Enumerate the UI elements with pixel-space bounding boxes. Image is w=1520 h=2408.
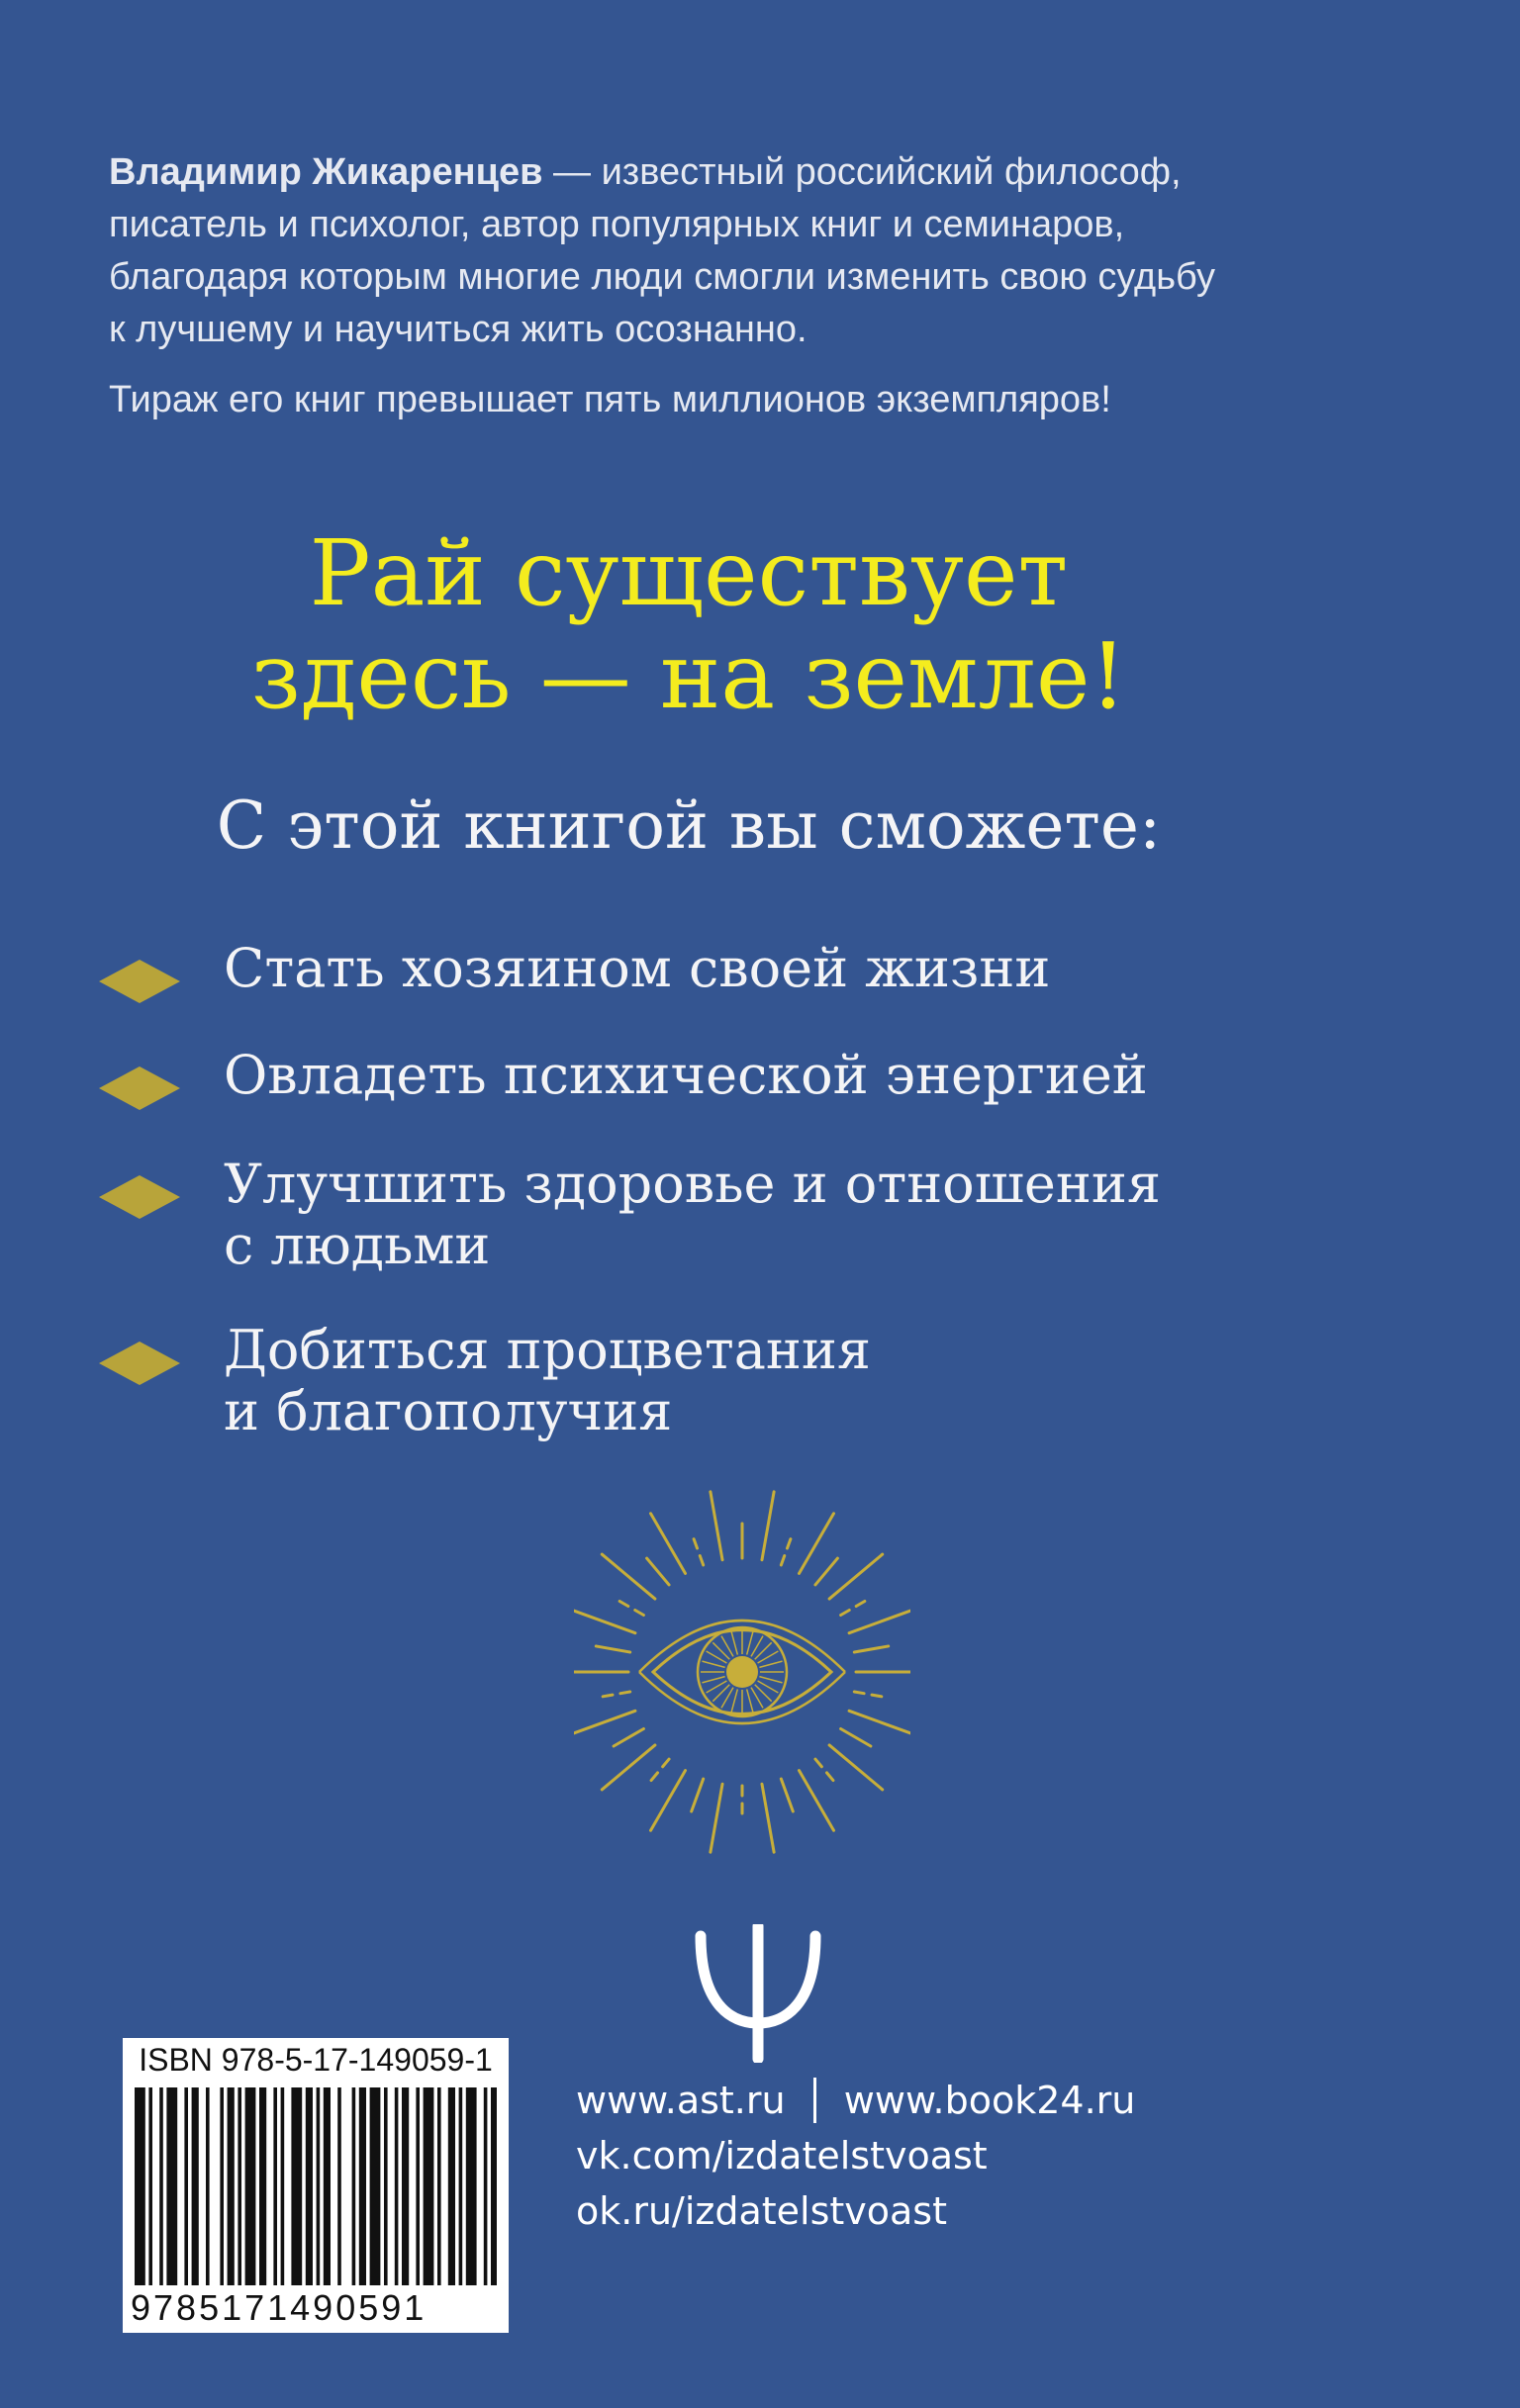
iris-ray <box>759 1677 782 1683</box>
benefit-line: Стать хозяином своей жизни <box>224 937 1051 999</box>
diamond-bullet-icon <box>99 960 180 1003</box>
barcode-bar <box>291 2087 302 2285</box>
eye-ray <box>647 1759 669 1786</box>
barcode-bar <box>337 2087 341 2285</box>
author-blurb-line3: благодаря которым многие люди смогли изменить свою судьбу <box>109 256 1215 298</box>
eye-ray <box>651 1514 686 1574</box>
barcode-bar <box>416 2087 420 2285</box>
barcode-bar <box>352 2087 356 2285</box>
psi-logo-icon <box>691 1924 825 2063</box>
barcode-bar <box>192 2087 199 2285</box>
barcode-bar <box>402 2087 409 2285</box>
benefit-line: Овладеть психической энергией <box>224 1044 1148 1106</box>
barcode-bar <box>166 2087 177 2285</box>
eye-ray <box>574 1711 635 1734</box>
eye-ray <box>854 1692 888 1698</box>
eye-ray <box>829 1554 883 1599</box>
radiant-eye-icon <box>574 1484 910 1860</box>
eye-ray <box>762 1492 774 1560</box>
iris-ray <box>747 1631 753 1654</box>
barcode-bar <box>370 2087 381 2285</box>
barcode-bar <box>324 2087 331 2285</box>
eye-ray <box>800 1514 834 1574</box>
diamond-bullet-icon <box>99 1175 180 1219</box>
eye-ray <box>849 1711 910 1734</box>
link-separator <box>813 2078 816 2123</box>
barcode-bar <box>424 2087 434 2285</box>
author-blurb-line4: к лучшему и научиться жить осознанно. <box>109 309 808 350</box>
benefit-line: Добиться процветания <box>224 1319 871 1381</box>
barcode-bar <box>484 2087 488 2285</box>
eye-ray <box>854 1646 888 1652</box>
eye-ray <box>841 1598 871 1616</box>
eye-ray <box>815 1759 837 1786</box>
iris-ray <box>702 1677 724 1683</box>
barcode-bar <box>273 2087 277 2285</box>
eye-ray <box>602 1554 655 1599</box>
barcode-bar <box>228 2087 235 2285</box>
isbn-label: ISBN 978-5-17-149059-1 <box>139 2042 493 2078</box>
slogan-line2: здесь — на земле! <box>250 623 1127 729</box>
eye-ray <box>596 1646 629 1652</box>
benefit-text <box>224 1320 1372 1442</box>
iris-ray <box>702 1661 724 1667</box>
benefit-text <box>224 938 1372 999</box>
barcode-bar <box>459 2087 463 2285</box>
barcode-bar <box>466 2087 477 2285</box>
barcode-bar <box>395 2087 399 2285</box>
diamond-bullet-icon <box>99 1066 180 1110</box>
barcode-bar <box>159 2087 163 2285</box>
links-row <box>576 2073 1135 2128</box>
barcode-bar <box>281 2087 285 2285</box>
barcode-bar <box>148 2087 152 2285</box>
eye-ray <box>602 1745 655 1790</box>
barcode-bar <box>448 2087 455 2285</box>
barcode-bar <box>259 2087 266 2285</box>
circulation-note: Тираж его книг превышает пять миллионов экземпляров! <box>109 379 1111 420</box>
eye-ray <box>781 1532 793 1565</box>
author-blurb-line1 <box>109 146 1395 199</box>
barcode-bar <box>184 2087 188 2285</box>
iris-ray <box>759 1661 782 1667</box>
eye-ray <box>692 1779 704 1811</box>
diamond-bullet-icon <box>99 1342 180 1385</box>
eye-ray <box>614 1598 643 1616</box>
eye-ray <box>692 1532 704 1565</box>
barcode-bar <box>317 2087 321 2285</box>
eye-ray <box>849 1610 910 1633</box>
eye-ray <box>841 1729 871 1747</box>
benefit-text <box>224 1045 1372 1106</box>
slogan-line1: Рай существует <box>309 520 1069 626</box>
benefit-line: Улучшить здоровье и отношения <box>224 1153 1161 1215</box>
eye-ray <box>781 1779 793 1811</box>
author-blurb-line2: писатель и психолог, автор популярных книг и семинаров, <box>109 204 1125 245</box>
author-blurb-line1-rest: — известный российский философ, <box>542 151 1182 193</box>
barcode-bar <box>245 2087 256 2285</box>
eye-ray <box>711 1492 722 1560</box>
vk-link[interactable]: vk.com/izdatelstvoast <box>576 2134 988 2177</box>
barcode-bar <box>135 2087 145 2285</box>
iris-ray <box>747 1689 753 1712</box>
eye-ray <box>815 1558 837 1585</box>
benefit-text <box>224 1154 1372 1276</box>
eye-ray <box>829 1745 883 1790</box>
eye-ray <box>647 1558 669 1585</box>
eye-ray <box>651 1771 686 1831</box>
barcode-bars <box>135 2087 497 2285</box>
barcode-bar <box>384 2087 388 2285</box>
eye-ray <box>762 1784 774 1852</box>
isbn-barcode <box>123 2038 509 2333</box>
barcode-bar <box>238 2087 241 2285</box>
barcode-bar <box>437 2087 441 2285</box>
ok-link[interactable]: ok.ru/izdatelstvoast <box>576 2189 948 2233</box>
iris-ray <box>731 1689 737 1712</box>
eye-ray <box>614 1729 643 1747</box>
eye-ray <box>800 1771 834 1831</box>
barcode-bar <box>491 2087 497 2285</box>
eye-ray <box>596 1692 629 1698</box>
book24-link[interactable]: www.book24.ru <box>843 2079 1136 2122</box>
author-blurb <box>109 146 1395 356</box>
barcode-bar <box>359 2087 366 2285</box>
eye-ray <box>711 1784 722 1852</box>
barcode-bar <box>206 2087 210 2285</box>
ast-link[interactable]: www.ast.ru <box>576 2079 786 2122</box>
benefit-line: с людьми <box>224 1214 491 1276</box>
lead-heading: С этой книгой вы сможете: <box>216 787 1162 864</box>
eye-ray <box>574 1610 635 1633</box>
iris-ray <box>731 1631 737 1654</box>
author-name: Владимир Жикаренцев <box>109 151 543 193</box>
benefit-line: и благополучия <box>224 1380 673 1442</box>
barcode-bar <box>306 2087 313 2285</box>
barcode-digits: 9785171490591 <box>131 2287 428 2328</box>
barcode-bar <box>220 2087 224 2285</box>
